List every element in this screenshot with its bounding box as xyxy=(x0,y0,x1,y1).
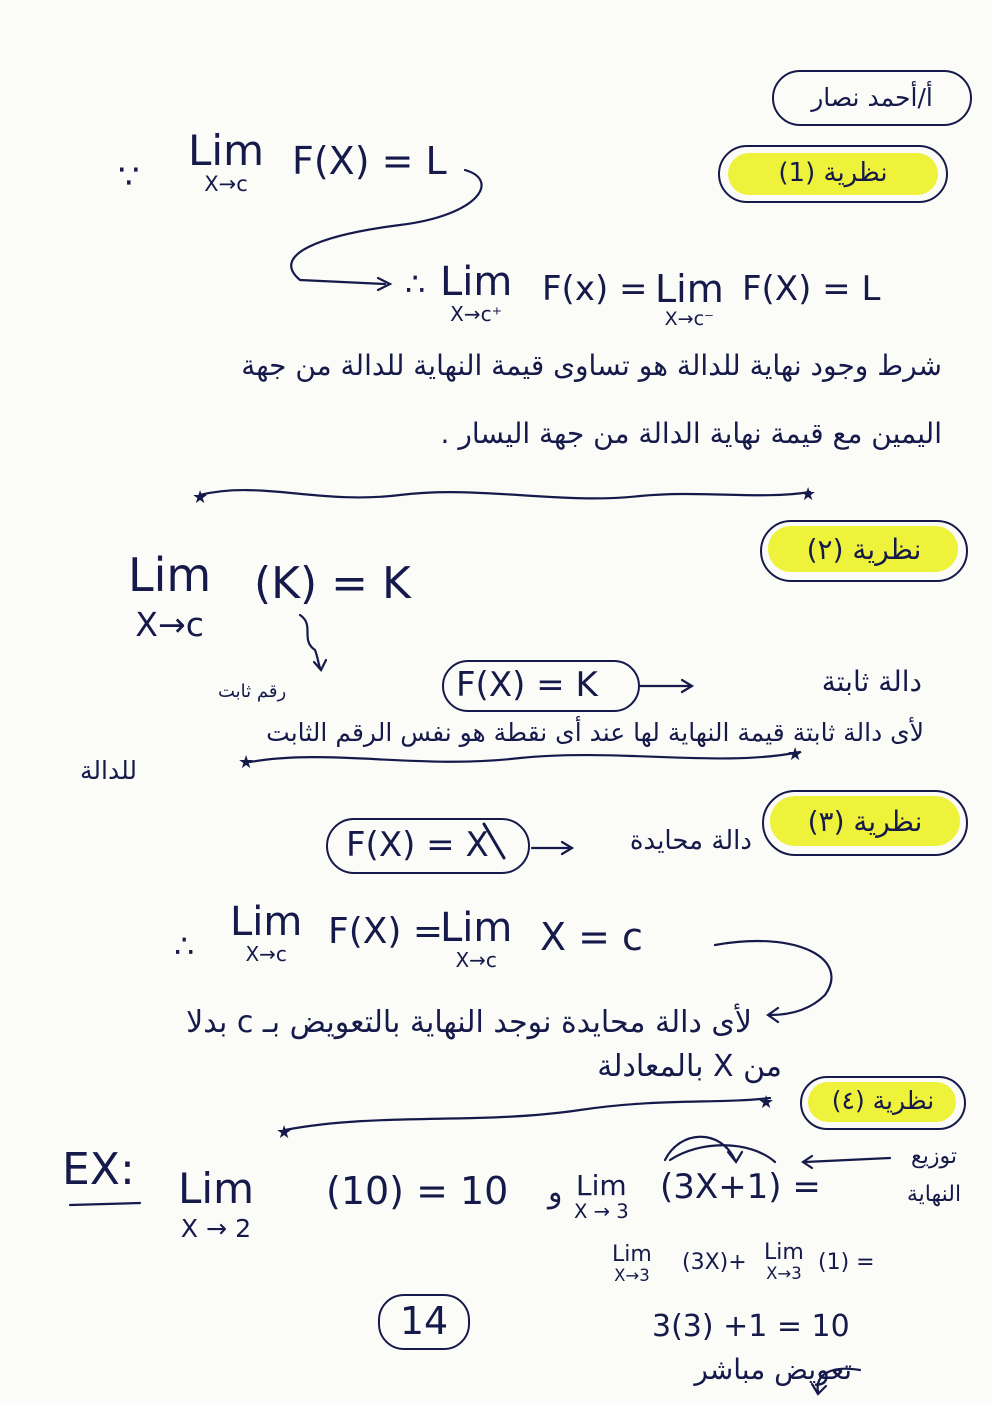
therefore-symbol: ∴ xyxy=(405,265,426,303)
theorem-3-note-line-2: من X بالمعادلة xyxy=(597,1049,782,1084)
left-hand-limit xyxy=(655,267,724,330)
lim-word: Lim xyxy=(440,259,513,305)
svg-text:★: ★ xyxy=(192,487,209,508)
lim-word: Lim xyxy=(188,126,264,175)
constant-function: F(X) = K xyxy=(456,665,598,705)
lim-subscript: X→c xyxy=(455,948,497,972)
lim-subscript: X→c⁻ xyxy=(664,308,715,330)
left-hand-expression: F(X) = L xyxy=(742,269,881,309)
example-limit-c2 xyxy=(764,1242,804,1283)
theorem-3-expression-2: X = c xyxy=(540,915,643,959)
because-symbol: ∵ xyxy=(118,157,140,197)
lim-subscript: X→3 xyxy=(614,1266,650,1285)
theorem-3-limit-1 xyxy=(230,899,303,966)
lim-word: Lim xyxy=(178,1164,254,1213)
theorem-3-limit-2 xyxy=(440,905,513,972)
theorem-3-label: نظرية (٣) xyxy=(807,805,923,838)
lim-word: Lim xyxy=(128,548,212,602)
identity-function: F(X) = X xyxy=(346,825,489,865)
lim-word: Lim xyxy=(230,899,303,945)
theorem-1-note-line-1: شرط وجود نهاية للدالة هو تساوى قيمة النهاية للدالة من جهة xyxy=(241,349,942,382)
theorem-1-given-limit xyxy=(188,126,264,196)
direct-substitution-note: تعويض مباشر xyxy=(694,1353,852,1386)
theorem-1-given-expression: F(X) = L xyxy=(292,139,447,183)
example-limit-a xyxy=(178,1164,254,1243)
lim-subscript: X → 3 xyxy=(574,1200,629,1223)
lim-subscript: X→c⁺ xyxy=(450,302,503,326)
constant-function-name: دالة ثابتة xyxy=(821,665,922,698)
lim-subscript: X→c xyxy=(245,942,287,966)
theorem-4-label: نظرية (٤) xyxy=(831,1086,935,1115)
distribute-note-line-1: توزيع xyxy=(911,1144,957,1169)
lim-word: Lim xyxy=(764,1240,804,1265)
example-expression-a: (10) = 10 xyxy=(326,1169,509,1213)
example-limit-b xyxy=(574,1169,629,1223)
example-label: EX: xyxy=(62,1144,135,1195)
therefore-symbol: ∴ xyxy=(174,927,195,965)
example-limit-c1 xyxy=(612,1244,652,1285)
theorem-1-note-line-2: اليمين مع قيمة نهاية الدالة من جهة اليسار . xyxy=(440,417,942,450)
theorem-3-expression-1: F(X) = xyxy=(328,911,444,952)
page-number: 14 xyxy=(399,1299,449,1343)
lim-subscript: X → 2 xyxy=(180,1214,252,1243)
svg-text:★: ★ xyxy=(238,752,255,773)
right-hand-limit xyxy=(440,259,513,326)
constant-number-note: رقم ثابت xyxy=(218,681,287,702)
svg-text:★: ★ xyxy=(787,744,804,765)
svg-text:★: ★ xyxy=(800,484,817,505)
theorem-1-label: نظرية (1) xyxy=(778,158,888,188)
example-expression-b: (3X+1) = xyxy=(660,1167,821,1207)
theorem-2-expression: (K) = K xyxy=(254,558,411,609)
lim-word: Lim xyxy=(576,1169,627,1202)
lim-word: Lim xyxy=(612,1242,652,1267)
svg-text:★: ★ xyxy=(758,1092,775,1113)
example-expression-c1: (3X)+ xyxy=(682,1250,747,1275)
identity-function-name: دالة محايدة xyxy=(629,826,752,856)
right-hand-expression: F(x) = xyxy=(542,269,648,309)
svg-text:★: ★ xyxy=(276,1122,293,1143)
theorem-2-note-line-2: للدالة xyxy=(80,756,137,785)
theorem-2-label: نظرية (٢) xyxy=(806,533,922,566)
author-name: أ/أحمد نصار xyxy=(811,83,933,112)
example-expression-c2: (1) = xyxy=(818,1250,875,1275)
lim-subscript: X→3 xyxy=(766,1264,802,1283)
theorem-2-note-line-1: لأى دالة ثابتة قيمة النهاية لها عند أى نقطة هو نفس الرقم الثابت xyxy=(266,718,924,747)
theorem-2-limit xyxy=(128,548,212,644)
lim-word: Lim xyxy=(440,905,513,951)
lim-subscript: X→c xyxy=(135,605,204,644)
example-evaluation: 3(3) +1 = 10 xyxy=(652,1309,850,1344)
distribute-note-line-2: النهاية xyxy=(906,1182,962,1207)
lim-subscript: X→c xyxy=(204,172,248,196)
example-separator: و xyxy=(548,1175,563,1210)
lim-word: Lim xyxy=(655,267,724,311)
theorem-3-note-line-1: لأى دالة محايدة نوجد النهاية بالتعويض بـ c بدلا xyxy=(186,1005,752,1040)
